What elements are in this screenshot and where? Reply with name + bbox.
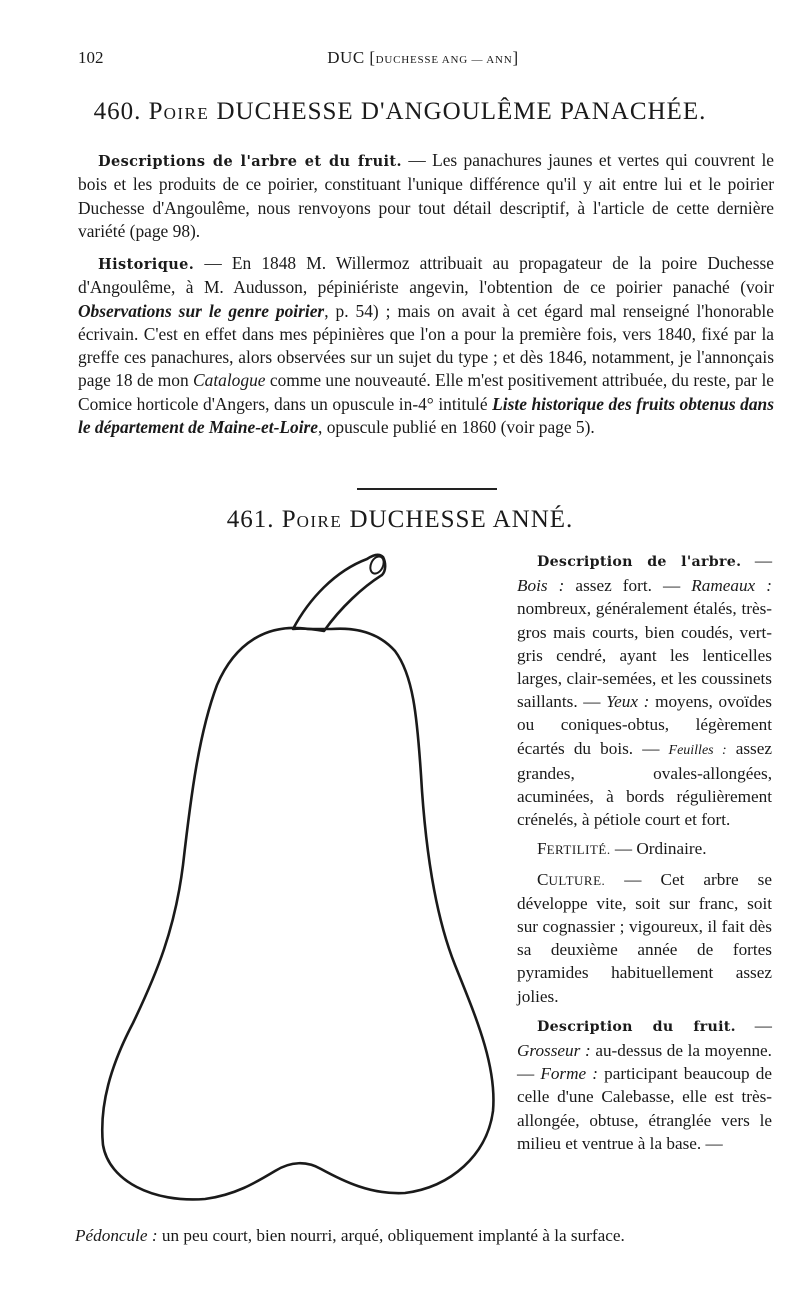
culture: CULTURE. — Cet arbre se développe vite, soit sur franc, soit sur cognassier ; vigoureux, il fait dès sa deuxième année de fortes pyramides habituellement assez jolies. xyxy=(517,869,772,1006)
historique-lead: Historique. xyxy=(98,256,195,273)
running-head xyxy=(78,48,768,72)
pedoncule-line: Pédoncule : un peu court, bien nourri, arqué, obliquement implanté à la surface. xyxy=(75,1226,625,1245)
page-number: 102 xyxy=(78,48,104,67)
fertilite: FERTILITÉ. — Ordinaire. xyxy=(537,839,707,859)
entry-461-heading: 461. POIRE DUCHESSE ANNÉ. xyxy=(226,506,574,533)
entry-460-name: DUCHESSE D'ANGOULÊME PANACHÉE. xyxy=(216,98,707,125)
entry-460-number: 460. xyxy=(93,98,142,125)
entry-461-column xyxy=(517,549,772,1161)
description-lead: Descriptions de l'arbre et du fruit. xyxy=(98,153,402,170)
arbre-lead: Description de l'arbre. xyxy=(537,554,742,570)
entry-460-historique: Historique. — En 1848 M. Willermoz attribuait au propagateur de la poire Duchesse d'Angoulême, à M. Audusson, pépiniériste angevin, l'obtention de ce poirier panaché (voir Observations sur le genre poirier, p. 54) ; mais on avait à cet égard mal renseigné l'honorable écrivain. C'est en effet dans mes pépinières que l'on a pour la première fois, vers 1840, fixé par la greffe ces panachures, alors observées sur un sujet du type ; et dès 1846, notamment, je l'annonçais page 18 de mon Catalogue comme une nouveauté. Elle m'est positivement attribuée, du reste, par le Comice horticole d'Angers, dans un opuscule in-4° intitulé Liste historique des fruits obtenus dans le département de Maine-et-Loire, opuscule publié en 1860 (voir page 5). xyxy=(78,253,774,438)
entry-461-name: DUCHESSE ANNÉ. xyxy=(349,506,574,533)
pear-outline xyxy=(102,628,493,1200)
pear-illustration xyxy=(95,545,505,1215)
entry-461-number: 461. xyxy=(226,506,275,533)
entry-460-heading: 460. POIRE DUCHESSE D'ANGOULÊME PANACHÉE. xyxy=(93,98,707,125)
entry-460-description: Descriptions de l'arbre et du fruit. — Les panachures jaunes et vertes qui couvrent le bois et les produits de ce poirier, constituant l'unique différence qu'il y ait entre lui et le poirier Duchesse d'Angoulême, nous renvoyons pour tout détail descriptif, à l'article de cette dernière variété (page 98). xyxy=(78,150,774,241)
arbre-description: Description de l'arbre. — Bois : assez fort. — Rameaux : nombreux, généralement étalés, très-gros mais courts, bien coudés, vert-gris cendré, ayant les lenticelles larges, clair-semées, et les coussinets saillants. — Yeux : moyens, ovoïdes ou coniques-obtus, légèrement écartés du bois. — Feuilles : assez grandes, ovales-allongées, acuminées, à bords régulièrement crénelés, à pétiole court et fort. xyxy=(517,551,772,830)
fruit-description: Description du fruit. — Grosseur : au-dessus de la moyenne. — Forme : participant beaucoup de celle d'une Calebasse, elle est très-allongée, obtuse, étranglée vers le milieu et ventrue à la base. — xyxy=(517,1015,772,1153)
section-divider xyxy=(357,488,497,490)
fruit-lead: Description du fruit. xyxy=(537,1018,736,1035)
running-title-small: DUCHESSE ANG — ANN xyxy=(375,54,513,66)
running-title: DUC [DUCHESSE ANG — ANN] xyxy=(327,48,519,67)
pedoncule-label: Pédoncule : xyxy=(75,1226,158,1245)
